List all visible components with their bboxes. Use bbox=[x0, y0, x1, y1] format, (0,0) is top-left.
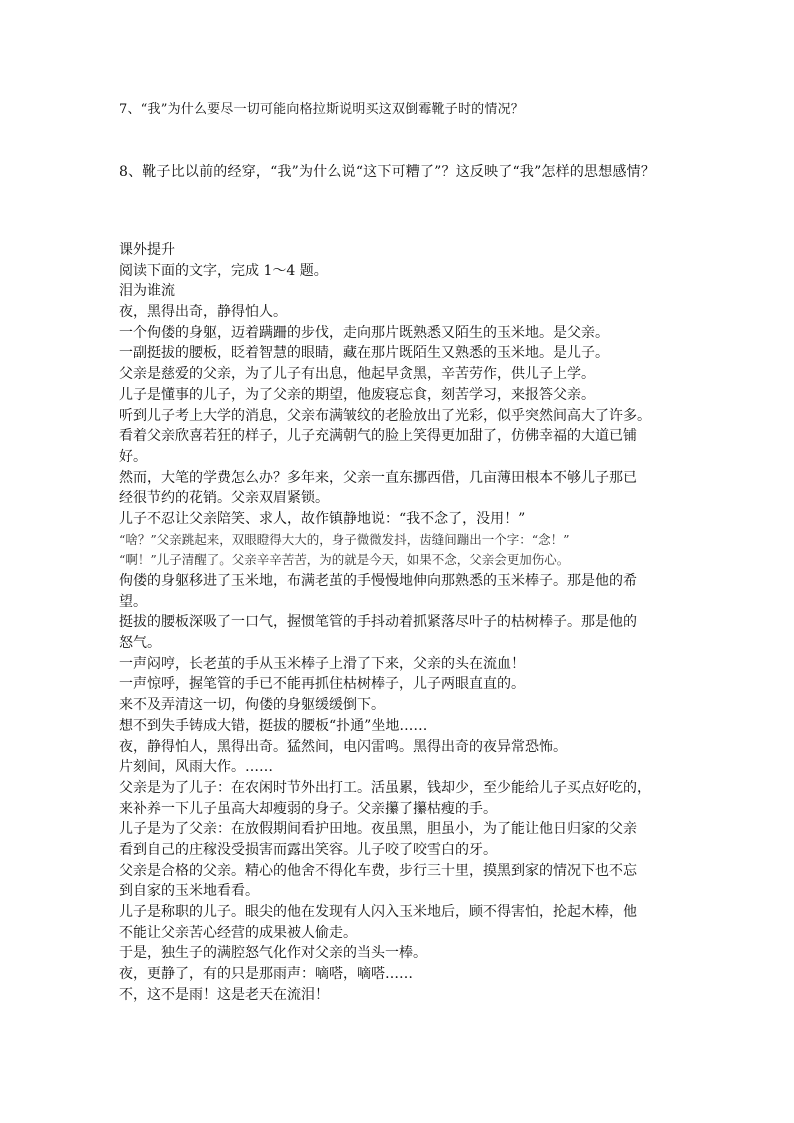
instruction-text: 阅读下面的文字，完成 1～4 题。 bbox=[119, 262, 328, 279]
passage-line: 望。 bbox=[119, 593, 147, 610]
passage-line: 怒气。 bbox=[119, 635, 161, 652]
passage-line: 父亲是为了儿子：在农闲时节外出打工。活虽累，钱却少，至少能给儿子买点好吃的， bbox=[119, 779, 651, 796]
passage-line: 想不到失手铸成大错，挺拔的腰板“扑通”坐地…… bbox=[119, 717, 428, 734]
passage-title: 泪为谁流 bbox=[119, 283, 175, 300]
passage-line: 父亲是合格的父亲。精心的他舍不得化车费，步行三十里，摸黑到家的情况下也不忘 bbox=[119, 862, 637, 879]
question-8: 8、靴子比以前的经穿，“我”为什么说“这下可糟了”？这反映了“我”怎样的思想感情？ bbox=[119, 164, 656, 180]
passage-line: “啊！”儿子清醒了。父亲辛辛苦苦，为的就是今天，如果不念，父亲会更加伤心。 bbox=[119, 552, 570, 568]
passage-line: 夜，更静了，有的只是那雨声：嘀嗒，嘀嗒…… bbox=[119, 966, 413, 983]
passage-line: 听到儿子考上大学的消息，父亲布满皱纹的老脸放出了光彩，似乎突然间高大了许多。 bbox=[119, 407, 651, 424]
question-7: 7、“我”为什么要尽一切可能向格拉斯说明买这双倒霉靴子时的情况？ bbox=[119, 102, 524, 117]
section-heading: 课外提升 bbox=[119, 242, 175, 258]
passage-line: 看着父亲欣喜若狂的样子，儿子充满朝气的脸上笑得更加甜了，仿佛幸福的大道已铺 bbox=[119, 428, 637, 445]
passage-line: 挺拔的腰板深吸了一口气，握惯笔管的手抖动着抓紧落尽叶子的枯树棒子。那是他的 bbox=[119, 614, 637, 631]
passage-line: “啥？”父亲跳起来，双眼瞪得大大的，身子微微发抖，齿缝间蹦出一个字：“念！” bbox=[119, 531, 570, 547]
passage-line: 儿子是称职的儿子。眼尖的他在发现有人闪入玉米地后，顾不得害怕，抡起木棒，他 bbox=[119, 904, 637, 920]
passage-line: 看到自己的庄稼没受损害而露出笑容。儿子咬了咬雪白的牙。 bbox=[119, 841, 497, 858]
passage-line: 夜，静得怕人，黑得出奇。猛然间，电闪雷鸣。黑得出奇的夜异常恐怖。 bbox=[119, 738, 567, 755]
passage-line: 不能让父亲苦心经营的成果被人偷走。 bbox=[119, 924, 357, 941]
passage-line: 一声惊呼，握笔管的手已不能再抓住枯树棒子，儿子两眼直直的。 bbox=[119, 676, 525, 693]
passage-line: 一个佝偻的身躯，迈着蹒跚的步伐，走向那片既熟悉又陌生的玉米地。是父亲。 bbox=[119, 324, 609, 341]
passage-line: 到自家的玉米地看看。 bbox=[119, 883, 259, 900]
passage-line: 儿子是懂事的儿子，为了父亲的期望，他废寝忘食，刻苦学习，来报答父亲。 bbox=[119, 386, 595, 403]
passage-line: 儿子是为了父亲：在放假期间看护田地。夜虽黑，胆虽小，为了能让他日归家的父亲 bbox=[119, 821, 637, 838]
passage-line: 佝偻的身躯移进了玉米地，布满老茧的手慢慢地伸向那熟悉的玉米棒子。那是他的希 bbox=[119, 573, 637, 589]
passage-line: 父亲是慈爱的父亲，为了儿子有出息，他起早贪黑，辛苦劳作，供儿子上学。 bbox=[119, 366, 595, 383]
passage-line: 来不及弄清这一切，佝偻的身躯缓缓倒下。 bbox=[119, 697, 385, 714]
passage-line: 儿子不忍让父亲陪笑、求人，故作镇静地说：“我不念了，没用！” bbox=[119, 510, 526, 527]
passage-line: 好。 bbox=[119, 448, 147, 465]
passage-line: 夜，黑得出奇，静得怕人。 bbox=[119, 304, 287, 321]
passage-line: 于是，独生子的满腔怒气化作对父亲的当头一棒。 bbox=[119, 945, 427, 962]
passage-line: 一声闷哼，长老茧的手从玉米棒子上滑了下来，父亲的头在流血！ bbox=[119, 655, 525, 672]
passage-line: 不，这不是雨！这是老天在流泪！ bbox=[119, 986, 329, 1003]
reading-passage bbox=[119, 240, 679, 1005]
passage-line: 然而，大笔的学费怎么办？多年来，父亲一直东挪西借，几亩薄田根本不够儿子那已 bbox=[119, 469, 637, 486]
passage-line: 一副挺拔的腰板，眨着智慧的眼睛，藏在那片既陌生又熟悉的玉米地。是儿子。 bbox=[119, 345, 609, 362]
passage-line: 来补养一下儿子虽高大却瘦弱的身子。父亲攥了攥枯瘦的手。 bbox=[119, 800, 497, 817]
passage-line: 片刻间，风雨大作。…… bbox=[119, 759, 273, 776]
passage-line: 经很节约的花销。父亲双眉紧锁。 bbox=[119, 490, 329, 507]
